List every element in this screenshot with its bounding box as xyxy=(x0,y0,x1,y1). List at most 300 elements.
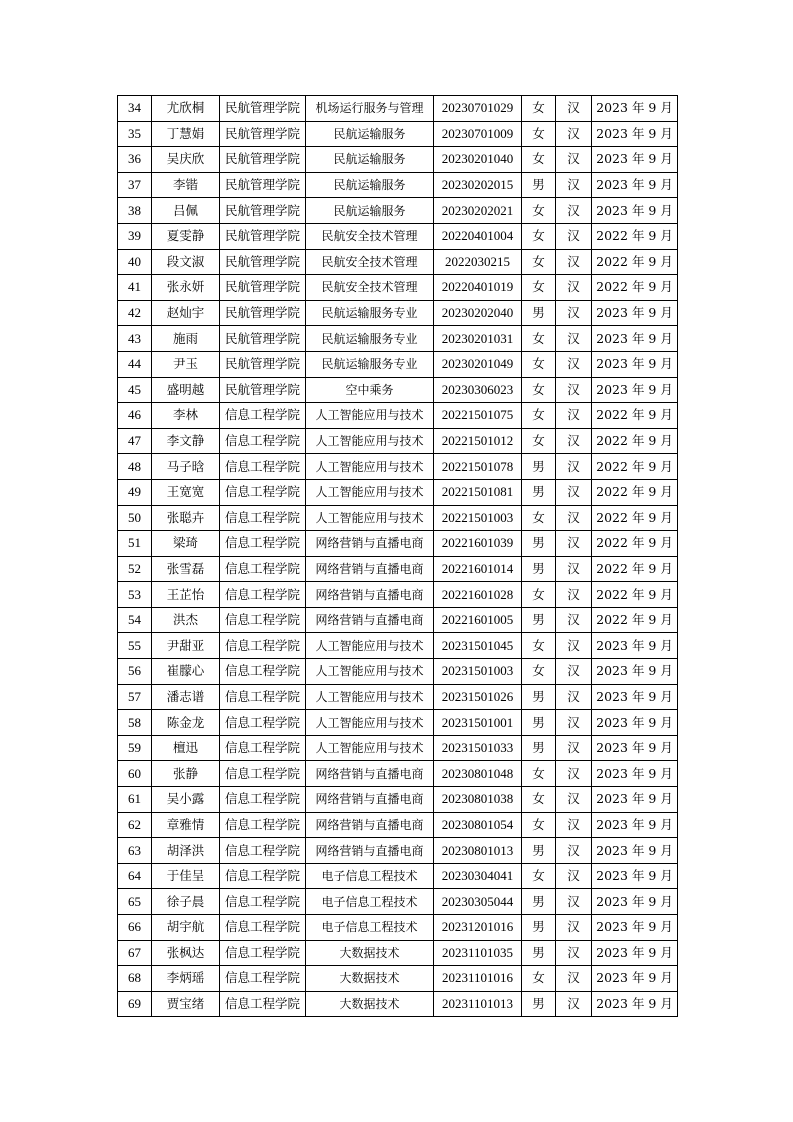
college-cell: 信息工程学院 xyxy=(220,428,306,454)
row-number-cell: 39 xyxy=(118,223,152,249)
enrollment-date-cell: 2023 年 9 月 xyxy=(592,377,678,403)
gender-cell: 女 xyxy=(522,505,556,531)
row-number-cell: 51 xyxy=(118,531,152,557)
major-cell: 人工智能应用与技术 xyxy=(306,505,434,531)
college-cell: 信息工程学院 xyxy=(220,761,306,787)
student-name-cell: 吴庆欣 xyxy=(152,147,220,173)
row-number-cell: 43 xyxy=(118,326,152,352)
student-name-cell: 盛明越 xyxy=(152,377,220,403)
enrollment-date-cell: 2023 年 9 月 xyxy=(592,198,678,224)
enrollment-date-cell: 2023 年 9 月 xyxy=(592,710,678,736)
student-id-cell: 20221601028 xyxy=(434,582,522,608)
ethnicity-cell: 汉 xyxy=(556,147,592,173)
enrollment-date-cell: 2022 年 9 月 xyxy=(592,275,678,301)
major-cell: 电子信息工程技术 xyxy=(306,889,434,915)
college-cell: 信息工程学院 xyxy=(220,735,306,761)
row-number-cell: 48 xyxy=(118,454,152,480)
enrollment-date-cell: 2023 年 9 月 xyxy=(592,633,678,659)
row-number-cell: 45 xyxy=(118,377,152,403)
student-id-cell: 20231501045 xyxy=(434,633,522,659)
college-cell: 信息工程学院 xyxy=(220,505,306,531)
student-name-cell: 徐子晨 xyxy=(152,889,220,915)
row-number-cell: 59 xyxy=(118,735,152,761)
table-row xyxy=(118,787,678,813)
major-cell: 大数据技术 xyxy=(306,966,434,992)
ethnicity-cell: 汉 xyxy=(556,531,592,557)
major-cell: 大数据技术 xyxy=(306,940,434,966)
table-row xyxy=(118,863,678,889)
student-name-cell: 李锴 xyxy=(152,172,220,198)
ethnicity-cell: 汉 xyxy=(556,659,592,685)
major-cell: 民航运输服务专业 xyxy=(306,300,434,326)
ethnicity-cell: 汉 xyxy=(556,582,592,608)
enrollment-date-cell: 2023 年 9 月 xyxy=(592,121,678,147)
table-row xyxy=(118,479,678,505)
major-cell: 人工智能应用与技术 xyxy=(306,428,434,454)
student-id-cell: 20231101035 xyxy=(434,940,522,966)
enrollment-date-cell: 2023 年 9 月 xyxy=(592,940,678,966)
table-row xyxy=(118,428,678,454)
table-row xyxy=(118,607,678,633)
college-cell: 民航管理学院 xyxy=(220,275,306,301)
college-cell: 民航管理学院 xyxy=(220,121,306,147)
table-row xyxy=(118,838,678,864)
college-cell: 民航管理学院 xyxy=(220,172,306,198)
student-id-cell: 20221601014 xyxy=(434,556,522,582)
gender-cell: 女 xyxy=(522,223,556,249)
enrollment-date-cell: 2022 年 9 月 xyxy=(592,582,678,608)
gender-cell: 男 xyxy=(522,915,556,941)
student-id-cell: 20231501001 xyxy=(434,710,522,736)
student-id-cell: 20221601039 xyxy=(434,531,522,557)
gender-cell: 女 xyxy=(522,582,556,608)
college-cell: 信息工程学院 xyxy=(220,556,306,582)
enrollment-date-cell: 2023 年 9 月 xyxy=(592,889,678,915)
college-cell: 信息工程学院 xyxy=(220,787,306,813)
major-cell: 网络营销与直播电商 xyxy=(306,812,434,838)
gender-cell: 男 xyxy=(522,889,556,915)
ethnicity-cell: 汉 xyxy=(556,479,592,505)
student-name-cell: 李林 xyxy=(152,403,220,429)
college-cell: 民航管理学院 xyxy=(220,326,306,352)
row-number-cell: 50 xyxy=(118,505,152,531)
student-id-cell: 20230305044 xyxy=(434,889,522,915)
student-id-cell: 20230202021 xyxy=(434,198,522,224)
college-cell: 信息工程学院 xyxy=(220,710,306,736)
enrollment-date-cell: 2023 年 9 月 xyxy=(592,684,678,710)
student-name-cell: 贾宝绪 xyxy=(152,991,220,1017)
ethnicity-cell: 汉 xyxy=(556,326,592,352)
college-cell: 信息工程学院 xyxy=(220,863,306,889)
enrollment-date-cell: 2023 年 9 月 xyxy=(592,838,678,864)
student-id-cell: 20230304041 xyxy=(434,863,522,889)
major-cell: 空中乘务 xyxy=(306,377,434,403)
row-number-cell: 64 xyxy=(118,863,152,889)
row-number-cell: 49 xyxy=(118,479,152,505)
gender-cell: 男 xyxy=(522,991,556,1017)
major-cell: 民航安全技术管理 xyxy=(306,249,434,275)
row-number-cell: 41 xyxy=(118,275,152,301)
row-number-cell: 62 xyxy=(118,812,152,838)
college-cell: 信息工程学院 xyxy=(220,454,306,480)
gender-cell: 女 xyxy=(522,198,556,224)
major-cell: 民航运输服务 xyxy=(306,147,434,173)
gender-cell: 男 xyxy=(522,838,556,864)
table-row xyxy=(118,531,678,557)
major-cell: 机场运行服务与管理 xyxy=(306,96,434,122)
gender-cell: 男 xyxy=(522,607,556,633)
roster-body xyxy=(118,96,678,1017)
student-name-cell: 赵灿宇 xyxy=(152,300,220,326)
student-id-cell: 20230701029 xyxy=(434,96,522,122)
row-number-cell: 65 xyxy=(118,889,152,915)
ethnicity-cell: 汉 xyxy=(556,172,592,198)
student-id-cell: 20230701009 xyxy=(434,121,522,147)
major-cell: 人工智能应用与技术 xyxy=(306,479,434,505)
student-id-cell: 2022030215 xyxy=(434,249,522,275)
table-row xyxy=(118,223,678,249)
major-cell: 电子信息工程技术 xyxy=(306,915,434,941)
major-cell: 人工智能应用与技术 xyxy=(306,684,434,710)
student-name-cell: 夏雯静 xyxy=(152,223,220,249)
row-number-cell: 68 xyxy=(118,966,152,992)
ethnicity-cell: 汉 xyxy=(556,940,592,966)
college-cell: 信息工程学院 xyxy=(220,659,306,685)
gender-cell: 女 xyxy=(522,275,556,301)
gender-cell: 男 xyxy=(522,454,556,480)
table-row xyxy=(118,249,678,275)
student-id-cell: 20221501075 xyxy=(434,403,522,429)
major-cell: 民航运输服务专业 xyxy=(306,351,434,377)
table-row xyxy=(118,684,678,710)
gender-cell: 女 xyxy=(522,121,556,147)
student-id-cell: 20230801038 xyxy=(434,787,522,813)
ethnicity-cell: 汉 xyxy=(556,403,592,429)
college-cell: 信息工程学院 xyxy=(220,991,306,1017)
major-cell: 民航运输服务 xyxy=(306,172,434,198)
gender-cell: 女 xyxy=(522,377,556,403)
student-id-cell: 20231101016 xyxy=(434,966,522,992)
major-cell: 网络营销与直播电商 xyxy=(306,582,434,608)
table-row xyxy=(118,735,678,761)
student-id-cell: 20221601005 xyxy=(434,607,522,633)
table-row xyxy=(118,940,678,966)
student-name-cell: 施雨 xyxy=(152,326,220,352)
row-number-cell: 55 xyxy=(118,633,152,659)
enrollment-date-cell: 2022 年 9 月 xyxy=(592,607,678,633)
gender-cell: 女 xyxy=(522,96,556,122)
major-cell: 电子信息工程技术 xyxy=(306,863,434,889)
student-name-cell: 张永妍 xyxy=(152,275,220,301)
gender-cell: 男 xyxy=(522,531,556,557)
row-number-cell: 58 xyxy=(118,710,152,736)
table-row xyxy=(118,966,678,992)
gender-cell: 男 xyxy=(522,684,556,710)
gender-cell: 女 xyxy=(522,633,556,659)
major-cell: 人工智能应用与技术 xyxy=(306,454,434,480)
college-cell: 民航管理学院 xyxy=(220,249,306,275)
ethnicity-cell: 汉 xyxy=(556,991,592,1017)
major-cell: 人工智能应用与技术 xyxy=(306,633,434,659)
table-row xyxy=(118,198,678,224)
table-row xyxy=(118,710,678,736)
student-name-cell: 李文静 xyxy=(152,428,220,454)
table-row xyxy=(118,991,678,1017)
major-cell: 人工智能应用与技术 xyxy=(306,659,434,685)
student-name-cell: 丁慧娟 xyxy=(152,121,220,147)
table-row xyxy=(118,121,678,147)
gender-cell: 女 xyxy=(522,966,556,992)
student-name-cell: 尹玉 xyxy=(152,351,220,377)
table-row xyxy=(118,505,678,531)
ethnicity-cell: 汉 xyxy=(556,121,592,147)
ethnicity-cell: 汉 xyxy=(556,633,592,659)
major-cell: 网络营销与直播电商 xyxy=(306,761,434,787)
student-id-cell: 20230202040 xyxy=(434,300,522,326)
college-cell: 信息工程学院 xyxy=(220,582,306,608)
table-row xyxy=(118,812,678,838)
ethnicity-cell: 汉 xyxy=(556,351,592,377)
ethnicity-cell: 汉 xyxy=(556,787,592,813)
major-cell: 人工智能应用与技术 xyxy=(306,735,434,761)
student-name-cell: 段文淑 xyxy=(152,249,220,275)
student-name-cell: 檀迅 xyxy=(152,735,220,761)
enrollment-date-cell: 2023 年 9 月 xyxy=(592,172,678,198)
major-cell: 民航运输服务专业 xyxy=(306,326,434,352)
college-cell: 信息工程学院 xyxy=(220,838,306,864)
ethnicity-cell: 汉 xyxy=(556,275,592,301)
student-id-cell: 20231501033 xyxy=(434,735,522,761)
row-number-cell: 37 xyxy=(118,172,152,198)
student-name-cell: 崔朦心 xyxy=(152,659,220,685)
row-number-cell: 40 xyxy=(118,249,152,275)
major-cell: 民航运输服务 xyxy=(306,121,434,147)
enrollment-date-cell: 2022 年 9 月 xyxy=(592,249,678,275)
student-id-cell: 20220401004 xyxy=(434,223,522,249)
enrollment-date-cell: 2022 年 9 月 xyxy=(592,428,678,454)
major-cell: 网络营销与直播电商 xyxy=(306,787,434,813)
table-row xyxy=(118,915,678,941)
major-cell: 网络营销与直播电商 xyxy=(306,607,434,633)
enrollment-date-cell: 2023 年 9 月 xyxy=(592,991,678,1017)
row-number-cell: 63 xyxy=(118,838,152,864)
student-name-cell: 吕佩 xyxy=(152,198,220,224)
major-cell: 网络营销与直播电商 xyxy=(306,838,434,864)
table-row xyxy=(118,633,678,659)
row-number-cell: 56 xyxy=(118,659,152,685)
table-row xyxy=(118,172,678,198)
enrollment-date-cell: 2022 年 9 月 xyxy=(592,505,678,531)
ethnicity-cell: 汉 xyxy=(556,505,592,531)
ethnicity-cell: 汉 xyxy=(556,966,592,992)
student-id-cell: 20231201016 xyxy=(434,915,522,941)
major-cell: 人工智能应用与技术 xyxy=(306,710,434,736)
gender-cell: 男 xyxy=(522,710,556,736)
major-cell: 民航安全技术管理 xyxy=(306,275,434,301)
table-row xyxy=(118,889,678,915)
student-name-cell: 梁琦 xyxy=(152,531,220,557)
student-id-cell: 20220401019 xyxy=(434,275,522,301)
row-number-cell: 44 xyxy=(118,351,152,377)
college-cell: 民航管理学院 xyxy=(220,198,306,224)
major-cell: 网络营销与直播电商 xyxy=(306,531,434,557)
row-number-cell: 35 xyxy=(118,121,152,147)
table-row xyxy=(118,377,678,403)
student-name-cell: 王宽宽 xyxy=(152,479,220,505)
row-number-cell: 34 xyxy=(118,96,152,122)
gender-cell: 男 xyxy=(522,479,556,505)
ethnicity-cell: 汉 xyxy=(556,607,592,633)
college-cell: 信息工程学院 xyxy=(220,915,306,941)
college-cell: 民航管理学院 xyxy=(220,351,306,377)
ethnicity-cell: 汉 xyxy=(556,812,592,838)
row-number-cell: 38 xyxy=(118,198,152,224)
college-cell: 信息工程学院 xyxy=(220,531,306,557)
table-row xyxy=(118,275,678,301)
enrollment-date-cell: 2023 年 9 月 xyxy=(592,300,678,326)
gender-cell: 女 xyxy=(522,351,556,377)
ethnicity-cell: 汉 xyxy=(556,735,592,761)
major-cell: 大数据技术 xyxy=(306,991,434,1017)
student-name-cell: 尹甜亚 xyxy=(152,633,220,659)
student-name-cell: 马子晗 xyxy=(152,454,220,480)
row-number-cell: 52 xyxy=(118,556,152,582)
student-id-cell: 20230801054 xyxy=(434,812,522,838)
gender-cell: 男 xyxy=(522,300,556,326)
college-cell: 信息工程学院 xyxy=(220,812,306,838)
college-cell: 民航管理学院 xyxy=(220,377,306,403)
gender-cell: 男 xyxy=(522,735,556,761)
college-cell: 信息工程学院 xyxy=(220,940,306,966)
student-name-cell: 潘志谱 xyxy=(152,684,220,710)
row-number-cell: 57 xyxy=(118,684,152,710)
table-row xyxy=(118,96,678,122)
ethnicity-cell: 汉 xyxy=(556,96,592,122)
table-row xyxy=(118,300,678,326)
gender-cell: 男 xyxy=(522,556,556,582)
student-id-cell: 20230202015 xyxy=(434,172,522,198)
ethnicity-cell: 汉 xyxy=(556,377,592,403)
gender-cell: 女 xyxy=(522,326,556,352)
college-cell: 民航管理学院 xyxy=(220,96,306,122)
student-name-cell: 胡宇航 xyxy=(152,915,220,941)
gender-cell: 女 xyxy=(522,428,556,454)
gender-cell: 女 xyxy=(522,761,556,787)
student-id-cell: 20221501078 xyxy=(434,454,522,480)
ethnicity-cell: 汉 xyxy=(556,556,592,582)
gender-cell: 男 xyxy=(522,940,556,966)
enrollment-date-cell: 2023 年 9 月 xyxy=(592,659,678,685)
gender-cell: 女 xyxy=(522,403,556,429)
enrollment-date-cell: 2022 年 9 月 xyxy=(592,454,678,480)
student-name-cell: 章雅情 xyxy=(152,812,220,838)
enrollment-date-cell: 2023 年 9 月 xyxy=(592,735,678,761)
major-cell: 人工智能应用与技术 xyxy=(306,403,434,429)
row-number-cell: 54 xyxy=(118,607,152,633)
major-cell: 民航运输服务 xyxy=(306,198,434,224)
table-row xyxy=(118,403,678,429)
college-cell: 信息工程学院 xyxy=(220,966,306,992)
enrollment-date-cell: 2023 年 9 月 xyxy=(592,351,678,377)
ethnicity-cell: 汉 xyxy=(556,838,592,864)
row-number-cell: 60 xyxy=(118,761,152,787)
row-number-cell: 61 xyxy=(118,787,152,813)
student-id-cell: 20231501003 xyxy=(434,659,522,685)
enrollment-date-cell: 2023 年 9 月 xyxy=(592,96,678,122)
ethnicity-cell: 汉 xyxy=(556,915,592,941)
student-id-cell: 20221501081 xyxy=(434,479,522,505)
table-row xyxy=(118,761,678,787)
ethnicity-cell: 汉 xyxy=(556,223,592,249)
enrollment-date-cell: 2023 年 9 月 xyxy=(592,915,678,941)
row-number-cell: 46 xyxy=(118,403,152,429)
college-cell: 信息工程学院 xyxy=(220,633,306,659)
college-cell: 信息工程学院 xyxy=(220,889,306,915)
student-name-cell: 张静 xyxy=(152,761,220,787)
college-cell: 信息工程学院 xyxy=(220,684,306,710)
major-cell: 民航安全技术管理 xyxy=(306,223,434,249)
student-roster-table xyxy=(117,95,678,1017)
ethnicity-cell: 汉 xyxy=(556,710,592,736)
enrollment-date-cell: 2023 年 9 月 xyxy=(592,966,678,992)
student-name-cell: 张枫达 xyxy=(152,940,220,966)
enrollment-date-cell: 2022 年 9 月 xyxy=(592,556,678,582)
college-cell: 民航管理学院 xyxy=(220,300,306,326)
ethnicity-cell: 汉 xyxy=(556,249,592,275)
row-number-cell: 67 xyxy=(118,940,152,966)
gender-cell: 女 xyxy=(522,147,556,173)
enrollment-date-cell: 2022 年 9 月 xyxy=(592,479,678,505)
gender-cell: 女 xyxy=(522,249,556,275)
ethnicity-cell: 汉 xyxy=(556,454,592,480)
student-id-cell: 20230801048 xyxy=(434,761,522,787)
student-name-cell: 张雪磊 xyxy=(152,556,220,582)
ethnicity-cell: 汉 xyxy=(556,684,592,710)
gender-cell: 男 xyxy=(522,172,556,198)
student-id-cell: 20221501012 xyxy=(434,428,522,454)
student-name-cell: 胡泽洪 xyxy=(152,838,220,864)
student-id-cell: 20221501003 xyxy=(434,505,522,531)
student-id-cell: 20231501026 xyxy=(434,684,522,710)
table-row xyxy=(118,326,678,352)
ethnicity-cell: 汉 xyxy=(556,863,592,889)
student-id-cell: 20231101013 xyxy=(434,991,522,1017)
table-row xyxy=(118,454,678,480)
student-id-cell: 20230201031 xyxy=(434,326,522,352)
table-row xyxy=(118,659,678,685)
enrollment-date-cell: 2023 年 9 月 xyxy=(592,326,678,352)
student-id-cell: 20230201040 xyxy=(434,147,522,173)
student-id-cell: 20230306023 xyxy=(434,377,522,403)
row-number-cell: 36 xyxy=(118,147,152,173)
college-cell: 民航管理学院 xyxy=(220,223,306,249)
enrollment-date-cell: 2023 年 9 月 xyxy=(592,863,678,889)
ethnicity-cell: 汉 xyxy=(556,300,592,326)
major-cell: 网络营销与直播电商 xyxy=(306,556,434,582)
row-number-cell: 69 xyxy=(118,991,152,1017)
ethnicity-cell: 汉 xyxy=(556,428,592,454)
student-id-cell: 20230801013 xyxy=(434,838,522,864)
enrollment-date-cell: 2022 年 9 月 xyxy=(592,223,678,249)
gender-cell: 女 xyxy=(522,787,556,813)
row-number-cell: 42 xyxy=(118,300,152,326)
student-name-cell: 于佳呈 xyxy=(152,863,220,889)
gender-cell: 女 xyxy=(522,659,556,685)
enrollment-date-cell: 2023 年 9 月 xyxy=(592,147,678,173)
gender-cell: 女 xyxy=(522,863,556,889)
ethnicity-cell: 汉 xyxy=(556,198,592,224)
student-id-cell: 20230201049 xyxy=(434,351,522,377)
